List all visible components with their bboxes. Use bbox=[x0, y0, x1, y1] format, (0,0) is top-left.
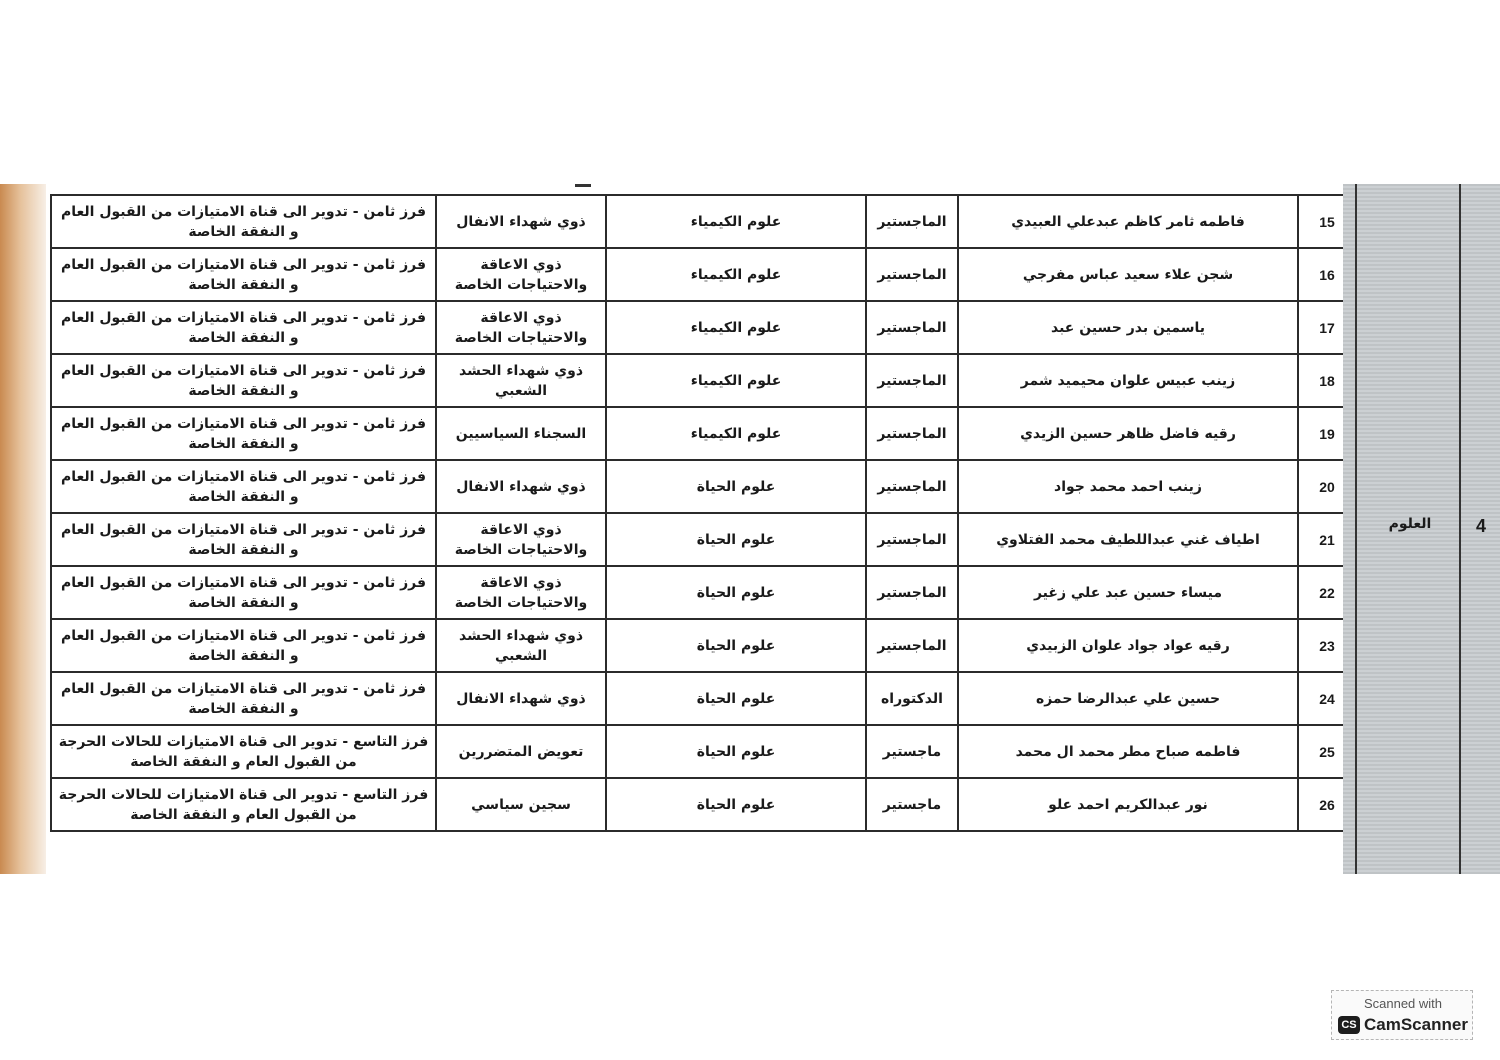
notes-cell: فرز ثامن - تدوير الى قناة الامتيازات من القبول العام و النفقة الخاصة bbox=[51, 460, 436, 513]
top-edge-mark bbox=[575, 184, 591, 187]
table-row bbox=[51, 248, 1356, 301]
college-sequence-number: 4 bbox=[1475, 516, 1486, 536]
notes-cell: فرز ثامن - تدوير الى قناة الامتيازات من القبول العام و النفقة الخاصة bbox=[51, 619, 436, 672]
table-row bbox=[51, 725, 1356, 778]
specialization-cell: علوم الكيمياء bbox=[606, 407, 866, 460]
student-name: حسين علي عبدالرضا حمزه bbox=[958, 672, 1298, 725]
row-number: 23 bbox=[1298, 619, 1356, 672]
degree-cell: الماجستير bbox=[866, 460, 958, 513]
notes-cell: فرز التاسع - تدوير الى قناة الامتيازات للحالات الحرجة من القبول العام و النفقة الخاصة bbox=[51, 725, 436, 778]
notes-cell: فرز ثامن - تدوير الى قناة الامتيازات من القبول العام و النفقة الخاصة bbox=[51, 672, 436, 725]
specialization-cell: علوم الحياة bbox=[606, 672, 866, 725]
specialization-cell: علوم الحياة bbox=[606, 566, 866, 619]
degree-cell: ماجستير bbox=[866, 725, 958, 778]
admission-channel-cell: ذوي شهداء الحشد الشعبي bbox=[436, 354, 606, 407]
row-number: 20 bbox=[1298, 460, 1356, 513]
specialization-cell: علوم الحياة bbox=[606, 619, 866, 672]
student-name: فاطمه ثامر كاظم عبدعلي العبيدي bbox=[958, 195, 1298, 248]
degree-cell: الماجستير bbox=[866, 354, 958, 407]
row-number: 19 bbox=[1298, 407, 1356, 460]
table-row bbox=[51, 460, 1356, 513]
row-number: 22 bbox=[1298, 566, 1356, 619]
page-edge-shadow bbox=[0, 184, 46, 874]
student-name: نور عبدالكريم احمد علو bbox=[958, 778, 1298, 831]
row-number: 26 bbox=[1298, 778, 1356, 831]
student-name: فاطمه صباح مطر محمد ال محمد bbox=[958, 725, 1298, 778]
table-row bbox=[51, 672, 1356, 725]
row-number: 16 bbox=[1298, 248, 1356, 301]
college-name: العلوم bbox=[1388, 516, 1432, 532]
badge-caption: Scanned with bbox=[1363, 996, 1443, 1011]
student-name: شجن علاء سعيد عباس مفرجي bbox=[958, 248, 1298, 301]
specialization-cell: علوم الحياة bbox=[606, 513, 866, 566]
admission-channel-cell: تعويض المتضررين bbox=[436, 725, 606, 778]
specialization-cell: علوم الكيمياء bbox=[606, 354, 866, 407]
degree-cell: الماجستير bbox=[866, 513, 958, 566]
row-number: 24 bbox=[1298, 672, 1356, 725]
table-row bbox=[51, 778, 1356, 831]
notes-cell: فرز ثامن - تدوير الى قناة الامتيازات من القبول العام و النفقة الخاصة bbox=[51, 566, 436, 619]
notes-cell: فرز ثامن - تدوير الى قناة الامتيازات من القبول العام و النفقة الخاصة bbox=[51, 248, 436, 301]
students-table bbox=[50, 194, 1357, 832]
student-name: ميساء حسين عبد علي زغير bbox=[958, 566, 1298, 619]
table-row bbox=[51, 301, 1356, 354]
notes-cell: فرز ثامن - تدوير الى قناة الامتيازات من القبول العام و النفقة الخاصة bbox=[51, 195, 436, 248]
student-name: زينب عبيس علوان محيميد شمر bbox=[958, 354, 1298, 407]
degree-cell: الماجستير bbox=[866, 195, 958, 248]
admission-channel-cell: ذوي الاعاقة والاحتياجات الخاصة bbox=[436, 248, 606, 301]
row-number: 25 bbox=[1298, 725, 1356, 778]
admission-channel-cell: السجناء السياسيين bbox=[436, 407, 606, 460]
student-name: رقيه عواد جواد علوان الزبيدي bbox=[958, 619, 1298, 672]
table-row bbox=[51, 566, 1356, 619]
student-name: اطياف غني عبداللطيف محمد الفتلاوي bbox=[958, 513, 1298, 566]
specialization-cell: علوم الكيمياء bbox=[606, 195, 866, 248]
student-name: رقيه فاضل ظاهر حسين الزيدي bbox=[958, 407, 1298, 460]
degree-cell: الماجستير bbox=[866, 407, 958, 460]
camscanner-badge bbox=[1331, 990, 1473, 1040]
admission-channel-cell: ذوي شهداء الانفال bbox=[436, 672, 606, 725]
table-row bbox=[51, 513, 1356, 566]
degree-cell: الدكتوراه bbox=[866, 672, 958, 725]
admission-channel-cell: سجين سياسي bbox=[436, 778, 606, 831]
table-row bbox=[51, 407, 1356, 460]
row-number: 17 bbox=[1298, 301, 1356, 354]
row-number: 18 bbox=[1298, 354, 1356, 407]
row-number: 15 bbox=[1298, 195, 1356, 248]
admission-channel-cell: ذوي الاعاقة والاحتياجات الخاصة bbox=[436, 301, 606, 354]
specialization-cell: علوم الكيمياء bbox=[606, 248, 866, 301]
row-number: 21 bbox=[1298, 513, 1356, 566]
band-divider bbox=[1355, 184, 1357, 874]
specialization-cell: علوم الحياة bbox=[606, 460, 866, 513]
degree-cell: الماجستير bbox=[866, 301, 958, 354]
table-row bbox=[51, 354, 1356, 407]
admission-channel-cell: ذوي شهداء الانفال bbox=[436, 460, 606, 513]
specialization-cell: علوم الحياة bbox=[606, 725, 866, 778]
scanned-page-strip bbox=[0, 184, 1500, 874]
admission-channel-cell: ذوي شهداء الحشد الشعبي bbox=[436, 619, 606, 672]
notes-cell: فرز ثامن - تدوير الى قناة الامتيازات من القبول العام و النفقة الخاصة bbox=[51, 354, 436, 407]
student-name: زينب احمد محمد جواد bbox=[958, 460, 1298, 513]
notes-cell: فرز التاسع - تدوير الى قناة الامتيازات للحالات الحرجة من القبول العام و النفقة الخاصة bbox=[51, 778, 436, 831]
degree-cell: الماجستير bbox=[866, 619, 958, 672]
degree-cell: الماجستير bbox=[866, 248, 958, 301]
notes-cell: فرز ثامن - تدوير الى قناة الامتيازات من القبول العام و النفقة الخاصة bbox=[51, 513, 436, 566]
badge-brand: CamScanner bbox=[1364, 1015, 1468, 1034]
specialization-cell: علوم الحياة bbox=[606, 778, 866, 831]
specialization-cell: علوم الكيمياء bbox=[606, 301, 866, 354]
degree-cell: ماجستير bbox=[866, 778, 958, 831]
camscanner-logo-icon: CS bbox=[1338, 1016, 1360, 1034]
admission-channel-cell: ذوي شهداء الانفال bbox=[436, 195, 606, 248]
admission-channel-cell: ذوي الاعاقة والاحتياجات الخاصة bbox=[436, 566, 606, 619]
admission-channel-cell: ذوي الاعاقة والاحتياجات الخاصة bbox=[436, 513, 606, 566]
notes-cell: فرز ثامن - تدوير الى قناة الامتيازات من القبول العام و النفقة الخاصة bbox=[51, 407, 436, 460]
table-row bbox=[51, 619, 1356, 672]
notes-cell: فرز ثامن - تدوير الى قناة الامتيازات من القبول العام و النفقة الخاصة bbox=[51, 301, 436, 354]
degree-cell: الماجستير bbox=[866, 566, 958, 619]
table-row bbox=[51, 195, 1356, 248]
student-name: ياسمين بدر حسين عبد bbox=[958, 301, 1298, 354]
